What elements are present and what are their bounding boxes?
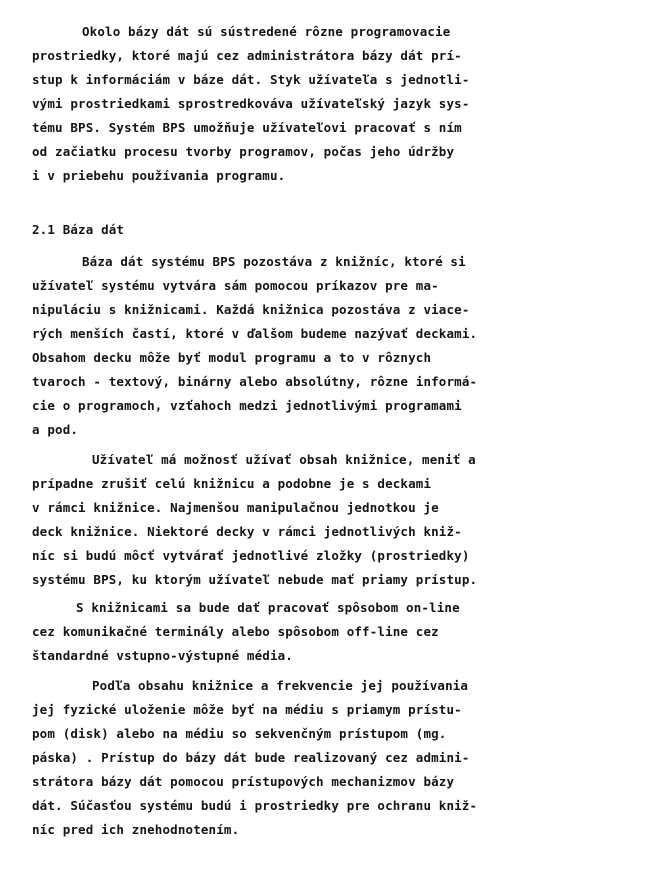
text-line: od začiatku procesu tvorby programov, počas jeho údržby xyxy=(32,144,455,159)
text-line: jej fyzické uloženie môže byť na médiu s priamym prístu- xyxy=(32,702,462,717)
text-line: Okolo bázy dát sú sústredené rôzne programovacie xyxy=(82,24,451,39)
text-line: stup k informáciám v báze dát. Styk užívateľa s jednotli- xyxy=(32,72,470,87)
text-line: štandardné vstupno-výstupné média. xyxy=(32,648,293,663)
text-line: Obsahom decku môže byť modul programu a to v rôznych xyxy=(32,350,432,365)
text-line: systému BPS, ku ktorým užívateľ nebude mať priamy prístup. xyxy=(32,572,478,587)
text-line: nipuláciu s knižnicami. Každá knižnica pozostáva z viace- xyxy=(32,302,470,317)
text-line: níc si budú môcť vytvárať jednotlivé zložky (prostriedky) xyxy=(32,548,470,563)
section-heading: 2.1 Báza dát xyxy=(32,222,125,237)
text-line: Podľa obsahu knižnice a frekvencie jej používania xyxy=(92,678,469,693)
text-line: Báza dát systému BPS pozostáva z knižníc, ktoré si xyxy=(82,254,466,269)
text-line: níc pred ich znehodnotením. xyxy=(32,822,240,837)
text-line: rých menších častí, ktoré v ďalšom budeme nazývať deckami. xyxy=(32,326,478,341)
text-line: deck knižnice. Niektoré decky v rámci jednotlivých kniž- xyxy=(32,524,462,539)
text-line: pom (disk) alebo na médiu so sekvenčným prístupom (mg. xyxy=(32,726,447,741)
text-line: S knižnicami sa bude dať pracovať spôsobom on-line xyxy=(76,600,460,615)
text-line: páska) . Prístup do bázy dát bude realizovaný cez admini- xyxy=(32,750,470,765)
text-line: užívateľ systému vytvára sám pomocou príkazov pre ma- xyxy=(32,278,439,293)
text-line: cie o programoch, vzťahoch medzi jednotlivými programami xyxy=(32,398,462,413)
text-line: Užívateľ má možnosť užívať obsah knižnice, meniť a xyxy=(92,452,476,467)
text-line: strátora bázy dát pomocou prístupových mechanizmov bázy xyxy=(32,774,455,789)
text-line: i v priebehu používania programu. xyxy=(32,168,286,183)
text-line: prípadne zrušiť celú knižnicu a podobne je s deckami xyxy=(32,476,432,491)
text-line: v rámci knižnice. Najmenšou manipulačnou jednotkou je xyxy=(32,500,439,515)
text-line: tému BPS. Systém BPS umožňuje užívateľovi pracovať s ním xyxy=(32,120,462,135)
text-line: a pod. xyxy=(32,422,79,437)
text-line: prostriedky, ktoré majú cez administrátora bázy dát prí- xyxy=(32,48,462,63)
text-line: dát. Súčasťou systému budú i prostriedky pre ochranu kniž- xyxy=(32,798,478,813)
text-line: cez komunikačné terminály alebo spôsobom off-line cez xyxy=(32,624,439,639)
text-line: vými prostriedkami sprostredkováva užívateľský jazyk sys- xyxy=(32,96,470,111)
text-line: tvaroch - textový, binárny alebo absolútny, rôzne informá- xyxy=(32,374,478,389)
